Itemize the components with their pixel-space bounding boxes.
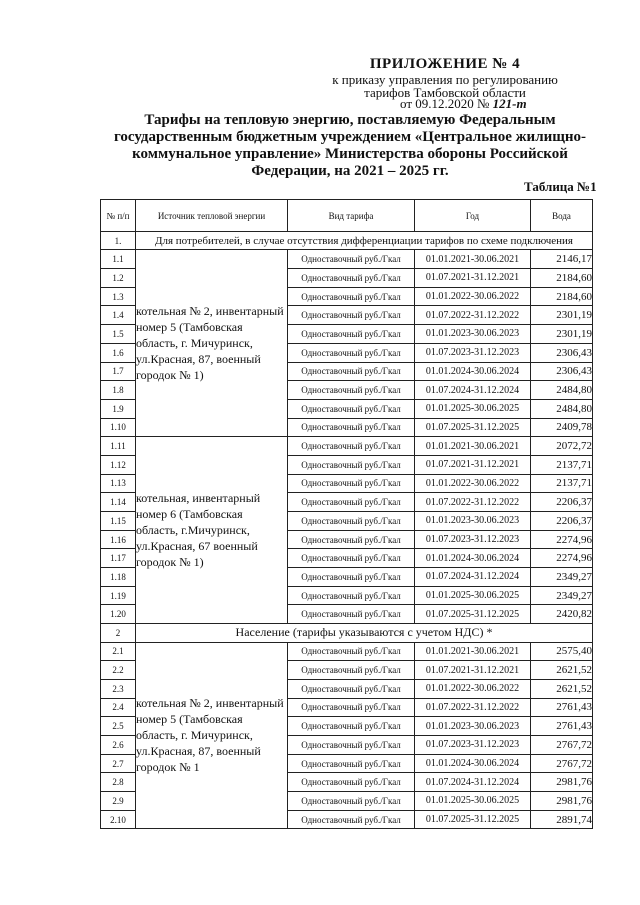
tariff-value: 2484,80 [531,381,593,400]
tariff-type: Одноставочный руб./Гкал [288,306,415,325]
row-number: 2.2 [101,661,136,680]
tariff-value: 2274,96 [531,549,593,568]
section-row [101,232,593,250]
row-number: 1.12 [101,455,136,474]
tariff-value: 2761,43 [531,698,593,717]
tariff-value: 2621,52 [531,679,593,698]
tariff-period: 01.01.2024-30.06.2024 [415,754,531,773]
row-number: 1.1 [101,250,136,269]
tariff-type: Одноставочный руб./Гкал [288,474,415,493]
row-number: 2.3 [101,679,136,698]
row-number: 2.9 [101,792,136,811]
tariff-period: 01.07.2021-31.12.2021 [415,269,531,288]
tariff-period: 01.07.2024-31.12.2024 [415,381,531,400]
tariff-value: 2184,60 [531,287,593,306]
appendix-order-ref: к приказу управления по регулированию [332,72,558,87]
table-row [101,250,593,269]
tariff-type: Одноставочный руб./Гкал [288,735,415,754]
section-title: Население (тарифы указываются с учетом НДС) * [136,624,593,642]
tariff-period: 01.07.2025-31.12.2025 [415,418,531,437]
row-number: 1.8 [101,381,136,400]
tariff-type: Одноставочный руб./Гкал [288,642,415,661]
appendix-title: ПРИЛОЖЕНИЕ № 4 [369,56,521,72]
tariff-type: Одноставочный руб./Гкал [288,717,415,736]
table-label: Таблица №1 [524,179,597,194]
tariff-period: 01.07.2025-31.12.2025 [415,605,531,624]
tariff-type: Одноставочный руб./Гкал [288,568,415,587]
tariff-value: 2981,76 [531,773,593,792]
tariff-type: Одноставочный руб./Гкал [288,530,415,549]
heat-source: котельная, инвентарный номер 6 (Тамбовская область, г.Мичуринск, ул.Красная, 67 военный городок № 1) [136,437,288,624]
tariff-period: 01.07.2025-31.12.2025 [415,810,531,829]
row-number: 1.4 [101,306,136,325]
table-header-row [101,200,593,232]
tariff-type: Одноставочный руб./Гкал [288,381,415,400]
row-number: 1.13 [101,474,136,493]
appendix-header [300,56,590,99]
row-number: 2.1 [101,642,136,661]
row-number: 2.7 [101,754,136,773]
section-title: Для потребителей, в случае отсутствия дифференциации тарифов по схеме подключения [136,232,593,250]
tariff-type: Одноставочный руб./Гкал [288,773,415,792]
tariff-type: Одноставочный руб./Гкал [288,455,415,474]
tariff-period: 01.01.2022-30.06.2022 [415,474,531,493]
row-number: 1.2 [101,269,136,288]
tariff-period: 01.01.2025-30.06.2025 [415,586,531,605]
tariff-type: Одноставочный руб./Гкал [288,269,415,288]
row-number: 2.10 [101,810,136,829]
tariff-period: 01.01.2025-30.06.2025 [415,792,531,811]
row-number: 2.4 [101,698,136,717]
row-number: 1.11 [101,437,136,456]
row-number: 1.20 [101,605,136,624]
tariff-period: 01.07.2021-31.12.2021 [415,661,531,680]
tariff-type: Одноставочный руб./Гкал [288,418,415,437]
tariff-value: 2767,72 [531,754,593,773]
tariff-type: Одноставочный руб./Гкал [288,810,415,829]
col-header-source: Источник тепловой энергии [136,200,288,232]
tariff-period: 01.01.2024-30.06.2024 [415,362,531,381]
col-header-num: № п/п [101,200,136,232]
tariff-type: Одноставочный руб./Гкал [288,325,415,344]
tariff-value: 2306,43 [531,343,593,362]
tariff-value: 2767,72 [531,735,593,754]
col-header-type: Вид тарифа [288,200,415,232]
tariff-value: 2349,27 [531,586,593,605]
tariff-period: 01.07.2023-31.12.2023 [415,735,531,754]
tariff-period: 01.07.2024-31.12.2024 [415,773,531,792]
tariff-value: 2306,43 [531,362,593,381]
tariff-value: 2274,96 [531,530,593,549]
tariff-type: Одноставочный руб./Гкал [288,250,415,269]
tariff-type: Одноставочный руб./Гкал [288,754,415,773]
tariff-type: Одноставочный руб./Гкал [288,362,415,381]
row-number: 1.15 [101,512,136,531]
tariff-type: Одноставочный руб./Гкал [288,679,415,698]
table-row [101,437,593,456]
order-number: 121-т [492,96,527,111]
row-number: 1.5 [101,325,136,344]
row-number: 2.8 [101,773,136,792]
tariff-value: 2137,71 [531,455,593,474]
tariff-value: 2575,40 [531,642,593,661]
row-number: 1.19 [101,586,136,605]
tariff-value: 2621,52 [531,661,593,680]
row-number: 1.14 [101,493,136,512]
tariff-type: Одноставочный руб./Гкал [288,343,415,362]
tariff-value: 2409,78 [531,418,593,437]
tariff-period: 01.01.2022-30.06.2022 [415,287,531,306]
tariff-period: 01.01.2023-30.06.2023 [415,512,531,531]
tariff-value: 2420,82 [531,605,593,624]
row-number: 1.17 [101,549,136,568]
row-number: 1.18 [101,568,136,587]
tariff-type: Одноставочный руб./Гкал [288,586,415,605]
heat-source: котельная № 2, инвентарный номер 5 (Тамбовская область, г. Мичуринск, ул.Красная, 87, военный городок № 1) [136,250,288,437]
tariff-period: 01.01.2021-30.06.2021 [415,437,531,456]
tariff-period: 01.07.2022-31.12.2022 [415,306,531,325]
tariff-period: 01.07.2022-31.12.2022 [415,493,531,512]
section-number: 2 [101,624,136,642]
tariff-period: 01.01.2023-30.06.2023 [415,325,531,344]
tariff-type: Одноставочный руб./Гкал [288,512,415,531]
tariff-period: 01.01.2024-30.06.2024 [415,549,531,568]
section-number: 1. [101,232,136,250]
tariff-value: 2206,37 [531,493,593,512]
tariff-period: 01.01.2022-30.06.2022 [415,679,531,698]
tariff-period: 01.07.2024-31.12.2024 [415,568,531,587]
tariff-value: 2146,17 [531,250,593,269]
tariff-table [100,199,593,829]
tariff-value: 2137,71 [531,474,593,493]
tariff-type: Одноставочный руб./Гкал [288,287,415,306]
appendix-authority: тарифов Тамбовской области [364,85,526,100]
tariff-value: 2072,72 [531,437,593,456]
tariff-type: Одноставочный руб./Гкал [288,605,415,624]
tariff-period: 01.07.2022-31.12.2022 [415,698,531,717]
tariff-value: 2184,60 [531,269,593,288]
tariff-period: 01.01.2021-30.06.2021 [415,250,531,269]
heat-source: котельная № 2, инвентарный номер 5 (Тамбовская область, г. Мичуринск, ул.Красная, 87, военный городок № 1 [136,642,288,829]
col-header-water: Вода [531,200,593,232]
tariff-period: 01.07.2021-31.12.2021 [415,455,531,474]
tariff-type: Одноставочный руб./Гкал [288,493,415,512]
tariff-period: 01.01.2021-30.06.2021 [415,642,531,661]
table-row [101,642,593,661]
col-header-year: Год [415,200,531,232]
row-number: 1.16 [101,530,136,549]
tariff-value: 2484,80 [531,399,593,418]
tariff-type: Одноставочный руб./Гкал [288,698,415,717]
tariff-period: 01.01.2025-30.06.2025 [415,399,531,418]
row-number: 1.3 [101,287,136,306]
tariff-period: 01.07.2023-31.12.2023 [415,530,531,549]
order-line [400,96,527,112]
row-number: 1.10 [101,418,136,437]
tariff-value: 2349,27 [531,568,593,587]
tariff-value: 2301,19 [531,306,593,325]
tariff-type: Одноставочный руб./Гкал [288,661,415,680]
section-row [101,624,593,642]
tariff-type: Одноставочный руб./Гкал [288,792,415,811]
tariff-value: 2761,43 [531,717,593,736]
tariff-value: 2981,76 [531,792,593,811]
tariff-value: 2891,74 [531,810,593,829]
document-title: Тарифы на тепловую энергию, поставляемую Федеральным государственным бюджетным учреждением «Центральное жилищно-коммунальное управление» Министерства обороны Российской Федерации, на 2021 – 2025 гг. [113,112,587,179]
tariff-value: 2206,37 [531,512,593,531]
tariff-period: 01.07.2023-31.12.2023 [415,343,531,362]
row-number: 1.6 [101,343,136,362]
tariff-type: Одноставочный руб./Гкал [288,549,415,568]
row-number: 1.7 [101,362,136,381]
row-number: 2.6 [101,735,136,754]
order-date: от 09.12.2020 № [400,96,490,111]
tariff-type: Одноставочный руб./Гкал [288,399,415,418]
tariff-period: 01.01.2023-30.06.2023 [415,717,531,736]
tariff-value: 2301,19 [531,325,593,344]
row-number: 2.5 [101,717,136,736]
tariff-type: Одноставочный руб./Гкал [288,437,415,456]
row-number: 1.9 [101,399,136,418]
